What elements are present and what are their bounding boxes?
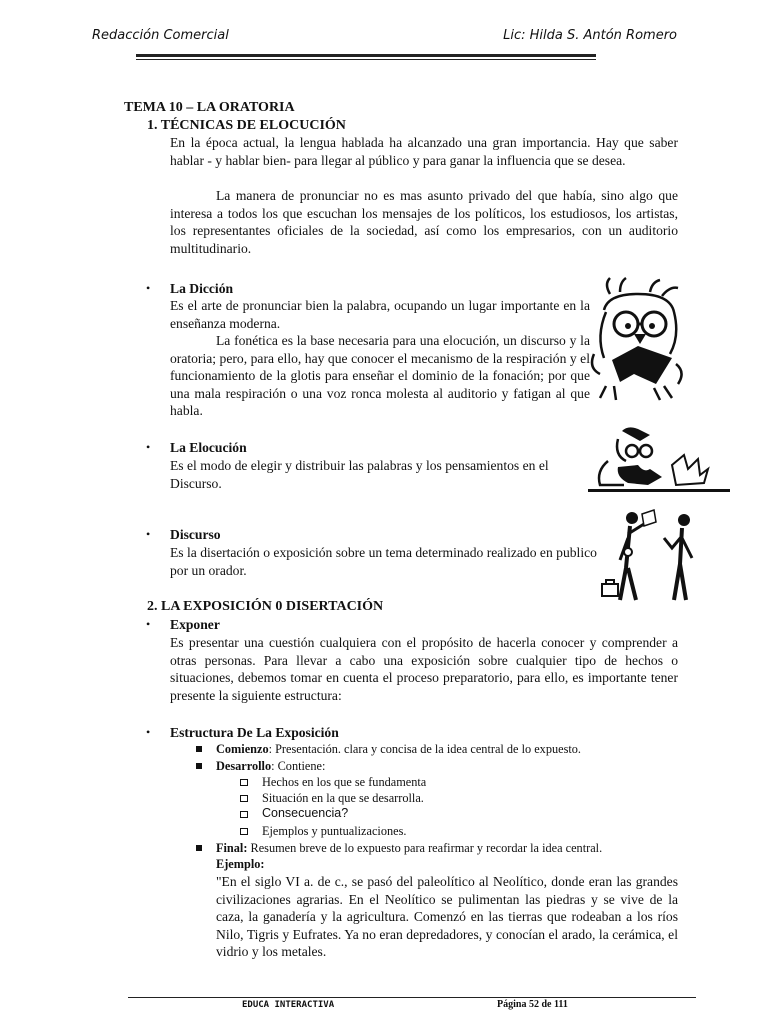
hollow-square-bullet: [240, 811, 248, 818]
hollow-square-bullet: [240, 795, 248, 802]
section-1-paragraph-2: La manera de pronunciar no es mas asunto privado del que había, sino algo que interesa a todos los que escuchan los mensajes de los políticos, los estudiosos, los artistas, los representantes oficiales de la sociedad, así como los empresarios, con un auditorio multitudinario.: [170, 188, 678, 256]
desarrollo-label: Desarrollo: [216, 759, 272, 773]
hollow-square-bullet: [240, 828, 248, 835]
exponer-title: Exponer: [170, 617, 220, 632]
discurso-title: Discurso: [170, 527, 221, 542]
final-label: Final:: [216, 841, 248, 855]
desarrollo-sub-1: Hechos en los que se fundamenta: [262, 775, 427, 789]
desarrollo-sub-3: Consecuencia?: [262, 806, 349, 820]
page-title: TEMA 10 – LA ORATORIA: [124, 100, 295, 115]
header-rule-thick: [136, 54, 596, 57]
estructura-title: Estructura De La Exposición: [170, 725, 339, 740]
header-author: Lic: Hilda S. Antón Romero: [503, 28, 677, 43]
square-bullet: [196, 763, 202, 769]
comienzo-label: Comienzo: [216, 742, 269, 756]
diccion-paragraph-1: Es el arte de pronunciar bien la palabra, ocupando un lugar importante en la enseñanza moderna.: [170, 298, 590, 331]
elocucion-title: La Elocución: [170, 440, 247, 455]
comienzo-item: [216, 741, 581, 759]
people-talking-icon: [598, 508, 702, 606]
desarrollo-sub-2: Situación en la que se desarrolla.: [262, 791, 424, 805]
final-text: Resumen breve de lo expuesto para reafirmar y recordar la idea central.: [247, 841, 603, 855]
ejemplo-label: Ejemplo:: [216, 857, 265, 871]
page-header: [92, 28, 677, 50]
page-number: Página 52 de 111: [497, 999, 568, 1010]
desarrollo-text: : Contiene:: [271, 759, 326, 773]
section-1-heading: 1. TÉCNICAS DE ELOCUCIÓN: [147, 118, 346, 133]
bullet-exponer: •: [146, 617, 151, 631]
header-rule-thin: [136, 59, 596, 60]
owl-reading-icon: [590, 276, 686, 402]
bullet-discurso: •: [146, 527, 151, 541]
section-1-paragraph-1: En la época actual, la lengua hablada ha alcanzado una gran importancia. Hay que saber hablar - y hablar bien- para llegar al público y para ganar la influencia que se desea.: [170, 135, 678, 168]
diccion-title: La Dicción: [170, 281, 234, 296]
header-course: Redacción Comercial: [92, 28, 229, 43]
section-2-heading: 2. LA EXPOSICIÓN 0 DISERTACIÓN: [147, 599, 384, 614]
bullet-estructura: •: [146, 725, 151, 739]
desarrollo-item: [216, 758, 325, 776]
bullet-elocucion: •: [146, 440, 151, 454]
square-bullet: [196, 746, 202, 752]
diccion-paragraph-2: La fonética es la base necesaria para una elocución, un discurso y la oratoria; pero, para ello, hay que conocer el mecanismo de la respiración y el funcionamiento de la glotis para enseñar el dominio de la fonación; por que una mala respiración o una voz ronca molesta al auditorio y fatigan al que habla.: [170, 333, 590, 419]
final-item: [216, 840, 602, 858]
square-bullet: [196, 845, 202, 851]
bullet-diccion: •: [146, 281, 151, 295]
footer-rule: [128, 997, 696, 998]
hollow-square-bullet: [240, 779, 248, 786]
person-writing-icon: [588, 425, 730, 495]
comienzo-text: : Presentación. clara y concisa de la idea central de lo expuesto.: [268, 742, 582, 756]
desarrollo-sub-4: Ejemplos y puntualizaciones.: [262, 824, 407, 838]
elocucion-paragraph-1: Es el modo de elegir y distribuir las palabras y los pensamientos en el Discurso.: [170, 458, 549, 491]
exponer-paragraph: Es presentar una cuestión cualquiera con el propósito de hacerla conocer y comprender a otras personas. Para llevar a cabo una exposición sobre cualquier tipo de hechos o situaciones, debemos tomar en cuenta el proceso preparatorio, para ello, es importante tener presente la siguiente estructura:: [170, 635, 678, 703]
ejemplo-text: "En el siglo VI a. de c., se pasó del paleolítico al Neolítico, donde eran las grandes civilizaciones agrarias. En el Neolítico se pulimentan las piedras y se vive de la caza, la ganadería y la agricultura. Comenzó en las tierras que rodeaban a los ríos Nilo, Tigris y Eufrates. Ya no eran depredadores, y conocían el arado, la cerámica, el vidrio y los metales.: [216, 874, 678, 960]
footer-publisher: EDUCA INTERACTIVA: [242, 1000, 335, 1010]
discurso-paragraph-1: Es la disertación o exposición sobre un tema determinado realizado en publico por un orador.: [170, 545, 597, 578]
